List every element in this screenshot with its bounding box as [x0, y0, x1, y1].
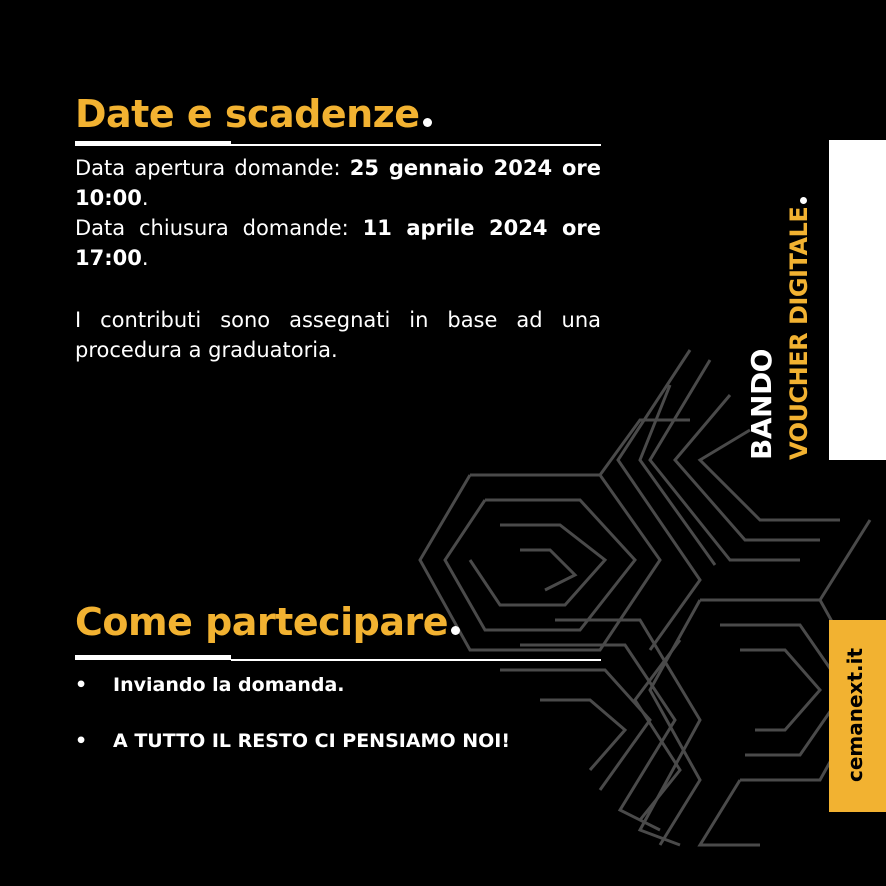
heading-underline-thin	[231, 659, 601, 661]
list-item	[75, 670, 635, 700]
bando-label: BANDO	[745, 349, 778, 460]
dates-heading	[75, 92, 432, 136]
closing-suffix: .	[141, 246, 149, 270]
participate-heading-text: Come partecipare	[75, 600, 449, 644]
voucher-label-text: VOUCHER DIGITALE	[785, 206, 813, 460]
side-white-panel	[829, 140, 886, 460]
list-item	[75, 726, 635, 756]
graduatoria-note: I contributi sono assegnati in base ad una procedura a graduatoria.	[75, 308, 601, 362]
heading-dot	[451, 626, 460, 635]
closing-date: 11 aprile 2024 ore 17:00	[75, 216, 601, 270]
list-item-text: Inviando la domanda.	[113, 674, 345, 696]
list-item-text: A TUTTO IL RESTO CI PENSIAMO NOI!	[113, 730, 510, 752]
bullet-icon: •	[75, 674, 88, 696]
bullet-icon: •	[75, 730, 88, 752]
voucher-label	[785, 197, 813, 460]
voucher-dot	[800, 197, 807, 204]
dates-paragraph	[75, 153, 601, 273]
heading-underline-thin	[231, 144, 601, 146]
closing-label: Data chiusura domande:	[75, 216, 363, 240]
heading-underline-thick	[75, 141, 231, 146]
opening-suffix: .	[141, 186, 149, 210]
website-link[interactable]: cemanext.it	[843, 647, 867, 782]
heading-dot	[423, 118, 432, 127]
opening-date: 25 gennaio 2024 ore 10:00	[75, 156, 601, 210]
opening-label: Data apertura domande:	[75, 156, 350, 180]
participation-list	[75, 670, 635, 782]
dates-heading-text: Date e scadenze	[75, 92, 420, 136]
heading-underline-thick	[75, 655, 231, 660]
participate-heading	[75, 600, 460, 644]
